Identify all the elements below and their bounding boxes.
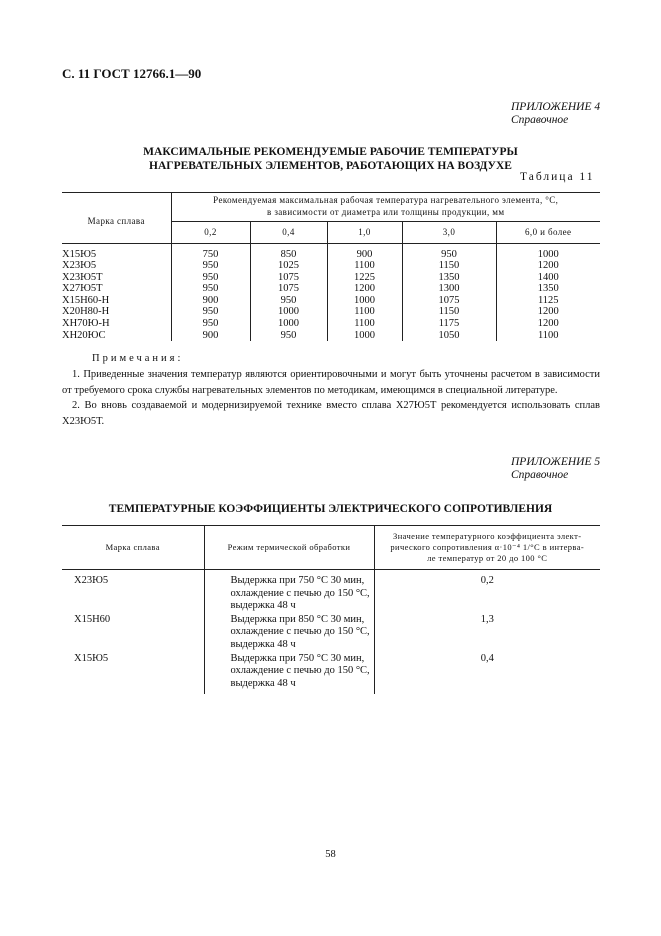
value-cell: 1100	[327, 306, 402, 318]
coefficient-cell: 0,2	[480, 575, 494, 586]
header-alloy: Марка сплава	[62, 526, 204, 570]
value-cell: 1200	[537, 318, 559, 330]
table-row	[62, 283, 600, 295]
value-cell: 1000	[537, 248, 559, 260]
page-number: 58	[325, 849, 336, 860]
size-header: 3,0	[402, 222, 496, 244]
value-cell: 950	[171, 260, 250, 272]
alloy-cell: Х15Н60-Н	[62, 295, 171, 307]
value-cell: 1000	[250, 306, 327, 318]
value-cell: 1400	[537, 271, 559, 283]
coefficient-cell: 0,4	[480, 652, 494, 664]
value-cell: 750	[171, 249, 250, 261]
value-cell: 950	[171, 306, 250, 318]
value-cell: 950	[250, 330, 327, 342]
notes-heading: Примечания:	[92, 353, 184, 364]
value-cell: 900	[171, 295, 250, 307]
table-11	[62, 192, 600, 341]
header-coefficient-line: рического сопротивления α·10⁻⁴ 1/°С в интерва-	[390, 541, 585, 552]
note-1: 1. Приведенные значения температур являются ориентировочными и могут быть уточнены расчетом в зависимости от требуемого срока службы нагревательных элементов по методикам, имеющимся в специальной литературе.	[62, 368, 600, 396]
table-row	[62, 272, 600, 284]
value-cell: 1225	[327, 272, 402, 284]
value-cell: 1000	[327, 330, 402, 342]
alloy-cell: Х27Ю5Т	[62, 283, 171, 295]
value-cell: 1075	[402, 295, 496, 307]
table-row	[62, 570, 600, 613]
header-coefficient-line: Значение температурного коэффициента элект-	[393, 530, 582, 541]
value-cell: 950	[171, 272, 250, 284]
value-cell: 1200	[327, 283, 402, 295]
alloy-cell: Х23Ю5	[62, 570, 204, 613]
mode-cell	[204, 570, 374, 613]
alloy-cell: ХН20ЮС	[62, 330, 171, 342]
col-alloy-header: Марка сплава	[62, 193, 171, 244]
header-coefficient	[374, 526, 600, 570]
table-row	[62, 613, 600, 652]
mode-cell	[204, 613, 374, 652]
value-cell: 1100	[537, 329, 559, 341]
value-cell: 900	[171, 330, 250, 342]
value-cell: 1100	[327, 260, 402, 272]
group-header-line-2: в зависимости от диаметра или толщины продукции, мм	[267, 207, 505, 217]
group-header	[171, 193, 600, 222]
appendix-5-block	[511, 456, 600, 482]
note-2: 2. Во вновь создаваемой и модернизируемой технике вместо сплава Х27Ю5Т рекомендуется использовать сплав Х23Ю5Т.	[62, 400, 600, 428]
coefficient-cell: 1,3	[480, 613, 494, 625]
header-mode: Режим термической обработки	[204, 526, 374, 570]
size-header: 0,4	[250, 222, 327, 244]
table-row	[62, 330, 600, 342]
value-cell: 1200	[537, 306, 559, 318]
appendix-5-type: Справочное	[511, 469, 569, 481]
table-row	[62, 249, 600, 261]
title-line-2: НАГРЕВАТЕЛЬНЫХ ЭЛЕМЕНТОВ, РАБОТАЮЩИХ НА ВОЗДУХЕ	[149, 160, 512, 172]
mode-line: охлаждение с печью до 150 °С,	[230, 665, 370, 677]
value-cell: 1075	[250, 283, 327, 295]
alloy-cell: Х15Ю5	[62, 249, 171, 261]
value-cell: 950	[171, 283, 250, 295]
size-header: 1,0	[327, 222, 402, 244]
value-cell: 950	[250, 295, 327, 307]
table-row	[62, 260, 600, 272]
size-header: 0,2	[171, 222, 250, 244]
alloy-cell: Х15Н60	[62, 613, 204, 652]
mode-line: охлаждение с печью до 150 °С,	[230, 587, 370, 599]
alloy-cell: Х23Ю5	[62, 260, 171, 272]
header-coefficient-line: ле температур от 20 до 100 °С	[427, 553, 548, 564]
mode-line: охлаждение с печью до 150 °С,	[230, 626, 370, 638]
value-cell: 1350	[537, 283, 559, 295]
value-cell: 850	[250, 249, 327, 261]
title-line-1: МАКСИМАЛЬНЫЕ РЕКОМЕНДУЕМЫЕ РАБОЧИЕ ТЕМПЕРАТУРЫ	[143, 146, 518, 158]
mode-line: Выдержка при 750 °С 30 мин,	[230, 575, 365, 586]
mode-line: выдержка 48 ч	[230, 638, 296, 650]
table-number: Таблица 11	[520, 171, 595, 183]
coefficient-table	[62, 525, 600, 694]
mode-cell	[204, 652, 374, 695]
value-cell: 1150	[402, 260, 496, 272]
value-cell: 1125	[537, 294, 559, 306]
value-cell: 1175	[402, 318, 496, 330]
mode-line: Выдержка при 850 °С 30 мин,	[230, 613, 365, 625]
value-cell: 1050	[402, 330, 496, 342]
page-header: С. 11 ГОСТ 12766.1—90	[62, 66, 202, 81]
value-cell: 950	[171, 318, 250, 330]
value-cell: 1200	[537, 260, 559, 272]
appendix-4-label: ПРИЛОЖЕНИЕ 4	[511, 101, 601, 113]
alloy-cell: ХН70Ю-Н	[62, 318, 171, 330]
alloy-cell: Х15Ю5	[62, 652, 204, 695]
group-header-line-1: Рекомендуемая максимальная рабочая температура нагревательного элемента, °С,	[213, 195, 559, 206]
size-header: 6,0 и более	[496, 222, 600, 244]
mode-line: Выдержка при 750 °С 30 мин,	[230, 652, 365, 664]
value-cell: 1300	[402, 283, 496, 295]
value-cell: 1075	[250, 272, 327, 284]
table-row	[62, 306, 600, 318]
alloy-cell: Х23Ю5Т	[62, 272, 171, 284]
alloy-cell: Х20Н80-Н	[62, 306, 171, 318]
mode-line: выдержка 48 ч	[230, 677, 296, 689]
notes	[62, 351, 600, 430]
appendix-4-type: Справочное	[511, 114, 569, 126]
value-cell: 1150	[402, 306, 496, 318]
mode-line: выдержка 48 ч	[230, 600, 296, 612]
value-cell: 1350	[402, 272, 496, 284]
table-row	[62, 652, 600, 695]
table-2-title: ТЕМПЕРАТУРНЫЕ КОЭФФИЦИЕНТЫ ЭЛЕКТРИЧЕСКОГО СОПРОТИВЛЕНИЯ	[108, 503, 553, 515]
value-cell: 1100	[327, 318, 402, 330]
appendix-5-label: ПРИЛОЖЕНИЕ 5	[511, 456, 601, 468]
table-11-title	[0, 145, 661, 173]
table-row	[62, 295, 600, 307]
value-cell: 900	[327, 249, 402, 261]
value-cell: 1000	[327, 295, 402, 307]
value-cell: 1025	[250, 260, 327, 272]
value-cell: 950	[402, 249, 496, 261]
table-row	[62, 318, 600, 330]
appendix-4-block	[511, 101, 600, 127]
value-cell: 1000	[250, 318, 327, 330]
